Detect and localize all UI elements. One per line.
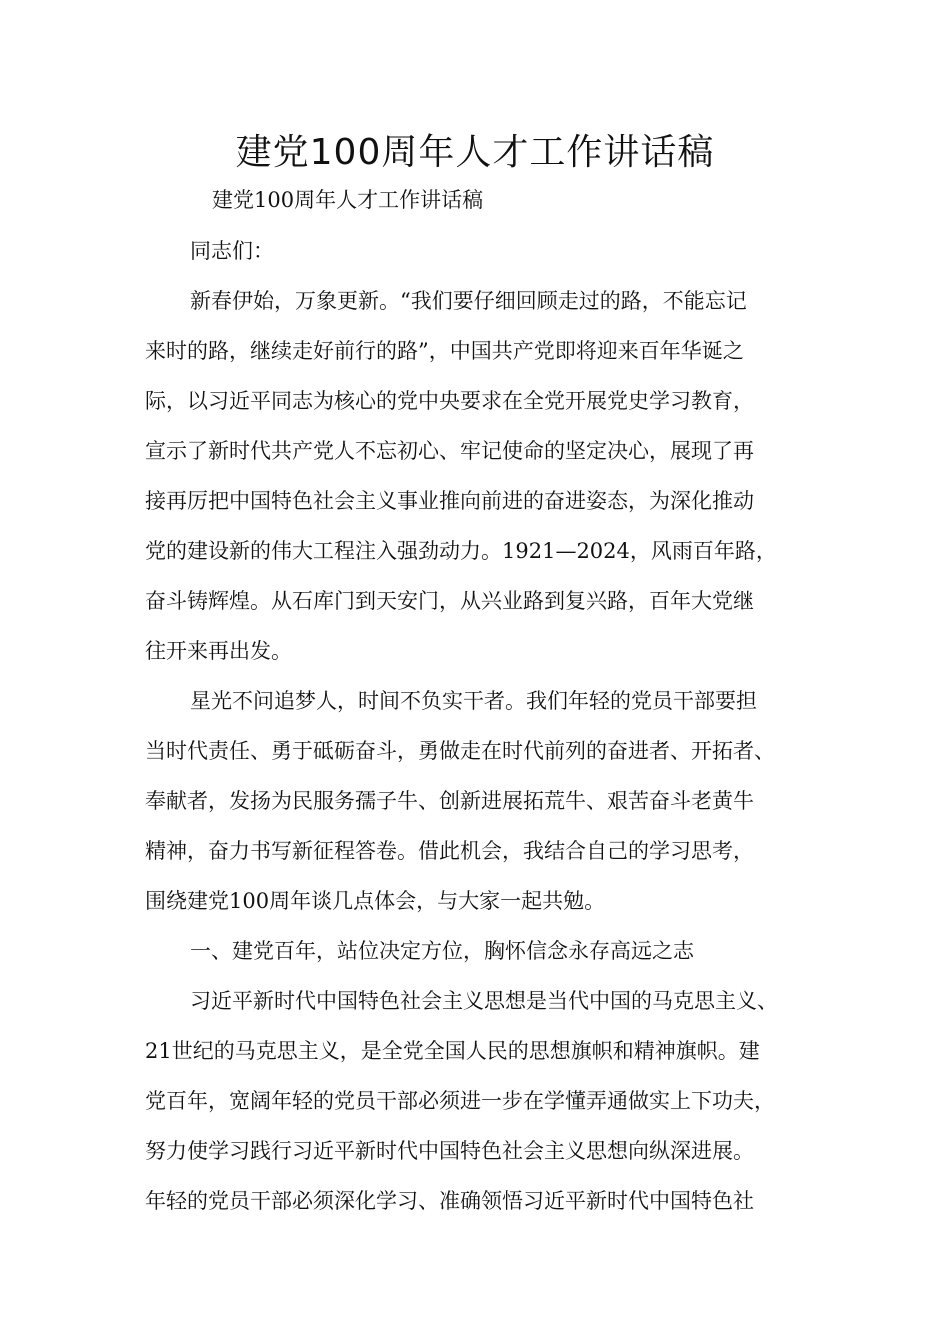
paragraph-line: 接再厉把中国特色社会主义事业推向前进的奋进姿态，为深化推动 [145, 489, 754, 513]
salutation: 同志们： [190, 239, 274, 263]
paragraph-line: 星光不问追梦人，时间不负实干者。我们年轻的党员干部要担 [190, 689, 757, 713]
paragraph-line: 精神，奋力书写新征程答卷。借此机会，我结合自己的学习思考， [145, 839, 754, 863]
paragraph-line: 习近平新时代中国特色社会主义思想是当代中国的马克思主义、 [190, 989, 778, 1013]
paragraph-line: 来时的路，继续走好前行的路”，中国共产党即将迎来百年华诞之 [145, 339, 744, 363]
paragraph-line: 际，以习近平同志为核心的党中央要求在全党开展党史学习教育， [145, 389, 754, 413]
section-heading: 一、建党百年，站位决定方位，胸怀信念永存高远之志 [190, 939, 694, 963]
paragraph-line: 宣示了新时代共产党人不忘初心、牢记使命的坚定决心，展现了再 [145, 439, 754, 463]
paragraph-line: 奉献者，发扬为民服务孺子牛、创新进展拓荒牛、艰苦奋斗老黄牛 [145, 789, 754, 813]
paragraph-line: 党百年，宽阔年轻的党员干部必须进一步在学懂弄通做实上下功夫， [145, 1089, 775, 1113]
paragraph-line: 围绕建党100周年谈几点体会，与大家一起共勉。 [145, 889, 606, 913]
paragraph-line: 年轻的党员干部必须深化学习、准确领悟习近平新时代中国特色社 [145, 1189, 754, 1213]
paragraph-line: 新春伊始，万象更新。“我们要仔细回顾走过的路，不能忘记 [190, 289, 747, 313]
paragraph-line: 党的建设新的伟大工程注入强劲动力。1921—2024，风雨百年路， [145, 539, 777, 563]
paragraph-line: 努力使学习践行习近平新时代中国特色社会主义思想向纵深进展。 [145, 1139, 754, 1163]
paragraph-line: 奋斗铸辉煌。从石库门到天安门，从兴业路到复兴路，百年大党继 [145, 589, 754, 613]
paragraph-line: 往开来再出发。 [145, 639, 292, 663]
document-title: 建党100周年人才工作讲话稿 [235, 132, 715, 173]
paragraph-line: 21世纪的马克思主义，是全党全国人民的思想旗帜和精神旗帜。建 [145, 1039, 760, 1063]
document-subtitle: 建党100周年人才工作讲话稿 [212, 188, 484, 212]
paragraph-line: 当时代责任、勇于砥砺奋斗，勇做走在时代前列的奋进者、开拓者、 [145, 739, 775, 763]
